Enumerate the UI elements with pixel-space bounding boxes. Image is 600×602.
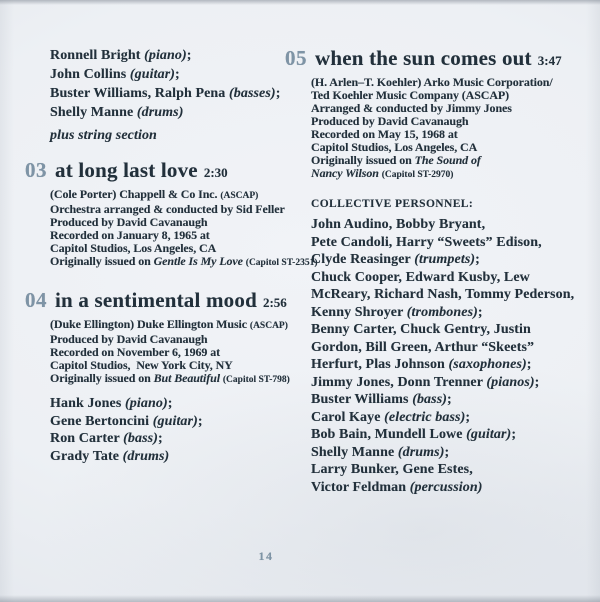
track-title: at long last love [55,158,198,182]
text-segment: (piano) [125,396,168,411]
track-05-section [285,46,597,182]
text-segment: ; [465,409,471,425]
text-segment: Kenny Shroyer [311,304,407,320]
text-segment: (drums) [397,444,445,460]
text-segment: ; [534,374,540,390]
text-segment: ; [158,431,163,446]
personnel-line [50,65,293,84]
text-segment: Gordon, Bill Green, Arthur “Skeets” [311,339,535,355]
personnel-line [50,103,293,122]
text-segment: ; [175,67,180,82]
text-segment: Buster Williams, Ralph Pena [50,86,229,101]
track-04-section [25,288,293,387]
text-segment: (percussion) [409,479,483,495]
text-segment: (drums) [122,448,170,464]
personnel-line [311,374,597,392]
text-segment: ; [447,392,452,407]
text-segment: Capitol Studios, Los Angeles, CA [311,140,478,154]
text-segment: Capitol Studios, New York City, NY [50,358,233,372]
text-segment: (ASCAP) [249,321,288,331]
text-segment: (Capitol ST-798) [222,375,290,385]
text-segment: (Cole Porter) Chappell & Co Inc. [50,187,221,201]
text-segment: Shelly Manne [50,105,137,120]
text-segment: Recorded on May 15, 1968 at [311,127,458,141]
text-segment: Ron Carter [50,431,124,446]
text-segment: Carol Kaye [311,409,385,425]
credit-line [50,372,293,387]
text-segment: Hank Jones [50,396,126,411]
text-segment: Arranged & conducted by Jimmy Jones [311,101,512,115]
personnel-line [311,426,597,444]
text-segment: ; [511,427,517,442]
text-segment: ; [526,357,532,372]
text-segment: (H. Arlen–T. Koehler) Arko Music Corporation/ [311,75,553,89]
text-segment: (ASCAP) [220,191,259,201]
text-segment: Grady Tate [50,448,123,464]
text-segment: Orchestra arranged & conducted by Sid Feller [50,202,285,216]
personnel-line [311,304,597,322]
text-segment: (piano) [144,48,187,63]
personnel-line [50,413,293,431]
collective-personnel-header: COLLECTIVE PERSONNEL: [311,198,474,210]
text-segment: (saxophones) [448,357,527,372]
text-segment: Nancy Wilson [311,166,382,180]
text-segment: Capitol Studios, Los Angeles, CA [50,241,217,255]
credit-line [311,167,597,182]
text-segment: ; [186,48,192,63]
text-segment: (Duke Ellington) Duke Ellington Music [50,317,250,331]
text-segment: Recorded on January 8, 1965 at [50,228,210,242]
track-title: when the sun comes out [315,46,532,70]
text-segment: Recorded on November 6, 1969 at [50,345,220,359]
text-segment: (guitar) [466,427,512,442]
text-segment: (trombones) [406,304,478,320]
track-03-credits [50,187,318,270]
personnel-line [311,216,597,234]
personnel-line [311,391,597,409]
personnel-line [50,46,293,65]
text-segment: ; [475,252,480,267]
personnel-line [311,321,597,339]
personnel-line [311,339,597,357]
personnel-line [311,461,597,479]
track-03-heading [25,158,293,185]
track-05-credits [311,76,597,182]
text-segment: Produced by David Cavanaugh [311,114,469,128]
text-segment: Larry Bunker, Gene Estes, [311,462,473,477]
track-duration: 3:47 [537,53,562,68]
text-segment: (guitar) [152,413,198,429]
text-segment: Originally issued on [311,153,415,167]
text-segment: The Sound of [414,153,481,167]
credit-line [50,188,293,203]
personnel-line [50,395,293,413]
text-segment: John Audino, Bobby Bryant, [311,217,486,232]
text-segment: (Capitol ST-2351) [245,258,318,268]
personnel-line [311,234,597,252]
personnel-line [50,430,293,448]
text-segment: Ted Koehler Music Company (ASCAP) [311,88,510,102]
page-number: 14 [258,549,274,563]
text-segment: (Capitol ST-2970) [381,170,454,180]
text-segment: Shelly Manne [311,444,398,460]
text-segment: Herfurt, Plas Johnson [311,357,449,372]
text-segment: McReary, Richard Nash, Tommy Pederson, [311,287,575,302]
personnel-line [311,479,597,497]
text-segment: Victor Feldman [311,479,410,495]
text-segment: ; [197,413,203,429]
text-segment: (pianos) [486,374,535,390]
credit-line [50,254,318,270]
collective-personnel-list [311,216,597,496]
text-segment: (trumpets) [414,252,476,267]
text-segment: ; [444,444,450,460]
personnel-line [50,448,293,466]
text-segment: John Collins [50,67,130,82]
text-segment: ; [275,86,281,101]
text-segment: ; [477,304,483,320]
text-segment: Originally issued on [50,254,154,268]
text-segment: Produced by David Cavanaugh [50,332,208,346]
personnel-line [311,251,597,269]
track-number: 03 [25,158,47,182]
text-segment: Benny Carter, Chuck Gentry, Justin [311,322,531,337]
personnel-line [50,84,293,103]
text-segment: (bass) [412,392,448,407]
text-segment: (bass) [123,431,158,446]
text-segment: Bob Bain, Mundell Lowe [311,427,467,442]
text-segment: Produced by David Cavanaugh [50,215,208,229]
text-segment: (electric bass) [384,409,466,425]
track-05-heading [285,46,597,73]
text-segment: Clyde Reasinger [311,252,415,267]
text-segment: Pete Candoli, Harry “Sweets” Edison, [311,234,542,250]
text-segment: Chuck Cooper, Edward Kusby, Lew [311,269,530,285]
text-segment: Jimmy Jones, Donn Trenner [311,374,487,390]
text-segment: But Beautiful [153,371,223,385]
track-04-heading [25,288,293,315]
text-segment: (guitar) [129,67,176,82]
text-segment: ; [167,396,173,411]
track-number: 04 [25,288,47,312]
track-duration: 2:56 [262,295,287,310]
text-segment: Originally issued on [50,371,154,385]
personnel-line [311,356,597,374]
personnel-line [311,269,597,287]
personnel-line [311,444,597,462]
text-segment: (basses) [229,86,276,101]
personnel-line [311,286,597,304]
track-number: 05 [285,46,307,70]
track-04-personnel-list [50,395,293,465]
text-segment: (drums) [136,105,184,120]
plus-string-section-note: plus string section [50,128,157,143]
personnel-line [311,409,597,427]
text-segment: Buster Williams [311,392,413,407]
track-title: in a sentimental mood [55,288,257,312]
personnel-list-top [50,46,293,122]
text-segment: Gentle Is My Love [153,254,246,268]
track-04-credits [50,318,293,387]
text-segment: Gene Bertoncini [50,413,153,429]
track-duration: 2:30 [203,165,228,180]
credit-line [50,318,293,333]
text-segment: Ronnell Bright [50,48,145,63]
track-03-section [25,158,318,270]
right-column [285,0,597,496]
